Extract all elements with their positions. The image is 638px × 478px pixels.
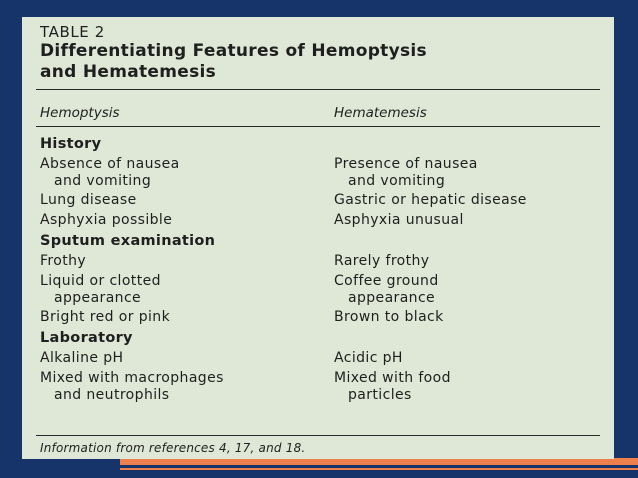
table-row	[22, 350, 614, 370]
hemoptysis-cell-text: Liquid or clotted	[40, 273, 161, 289]
hemoptysis-cell	[40, 253, 330, 270]
hematemesis-cell-text: Presence of nausea	[334, 156, 478, 172]
hematemesis-cell	[334, 273, 609, 307]
hemoptysis-cell-text: Absence of nausea	[40, 156, 180, 172]
hematemesis-cell	[334, 253, 609, 270]
hemoptysis-cell-text: Lung disease	[40, 192, 137, 208]
hemoptysis-cell-text: Asphyxia possible	[40, 212, 173, 228]
hematemesis-cell-text: Mixed with food	[334, 370, 451, 386]
column-header-hematemesis: Hematemesis	[334, 105, 427, 121]
hematemesis-cell-continuation: appearance	[348, 290, 436, 306]
hemoptysis-cell-continuation: appearance	[54, 290, 142, 306]
hemoptysis-cell-text: Frothy	[40, 253, 87, 269]
hemoptysis-cell-text: Bright red or pink	[40, 309, 171, 325]
table-footnote: Information from references 4, 17, and 18.	[40, 441, 306, 455]
table-row	[22, 156, 614, 192]
table-row	[22, 370, 614, 406]
hematemesis-cell	[334, 212, 609, 229]
hemoptysis-cell	[40, 192, 330, 209]
table-body	[22, 135, 614, 406]
table-panel	[22, 17, 614, 459]
hematemesis-cell	[334, 156, 609, 190]
hemoptysis-cell	[40, 370, 330, 404]
table-row	[22, 273, 614, 309]
bottom-rule	[36, 435, 600, 436]
hematemesis-cell	[334, 192, 609, 209]
header-rule	[36, 126, 600, 127]
hemoptysis-cell-text: Mixed with macrophages	[40, 370, 224, 386]
table-row	[22, 192, 614, 212]
hemoptysis-cell	[40, 156, 330, 190]
hemoptysis-cell	[40, 350, 330, 367]
hemoptysis-cell-text: Alkaline pH	[40, 350, 124, 366]
table-label: TABLE 2	[40, 23, 105, 41]
table-title	[40, 41, 427, 83]
table-row	[22, 309, 614, 329]
column-header-hemoptysis: Hemoptysis	[40, 105, 120, 121]
table-row	[22, 253, 614, 273]
hematemesis-cell	[334, 370, 609, 404]
hematemesis-cell-text: Acidic pH	[334, 350, 403, 366]
table-title-line-2: and Hematemesis	[40, 62, 217, 82]
top-rule	[36, 89, 600, 90]
table-row	[22, 212, 614, 232]
section-heading: Laboratory	[40, 330, 133, 346]
table-title-line-1: Differentiating Features of Hemoptysis	[40, 41, 427, 61]
accent-bar	[120, 458, 638, 465]
hemoptysis-cell-continuation: and neutrophils	[54, 387, 170, 403]
accent-line	[120, 468, 638, 470]
hematemesis-cell-text: Asphyxia unusual	[334, 212, 464, 228]
hemoptysis-cell	[40, 309, 330, 326]
hemoptysis-cell-continuation: and vomiting	[54, 173, 152, 189]
hematemesis-cell	[334, 350, 609, 367]
hematemesis-cell-text: Brown to black	[334, 309, 444, 325]
hematemesis-cell	[334, 309, 609, 326]
hematemesis-cell-text: Coffee ground	[334, 273, 439, 289]
hematemesis-cell-continuation: and vomiting	[348, 173, 446, 189]
hemoptysis-cell	[40, 273, 330, 307]
section-heading: Sputum examination	[40, 233, 216, 249]
hematemesis-cell-text: Gastric or hepatic disease	[334, 192, 527, 208]
hematemesis-cell-text: Rarely frothy	[334, 253, 430, 269]
hemoptysis-cell	[40, 212, 330, 229]
hematemesis-cell-continuation: particles	[348, 387, 412, 403]
section-heading: History	[40, 136, 102, 152]
